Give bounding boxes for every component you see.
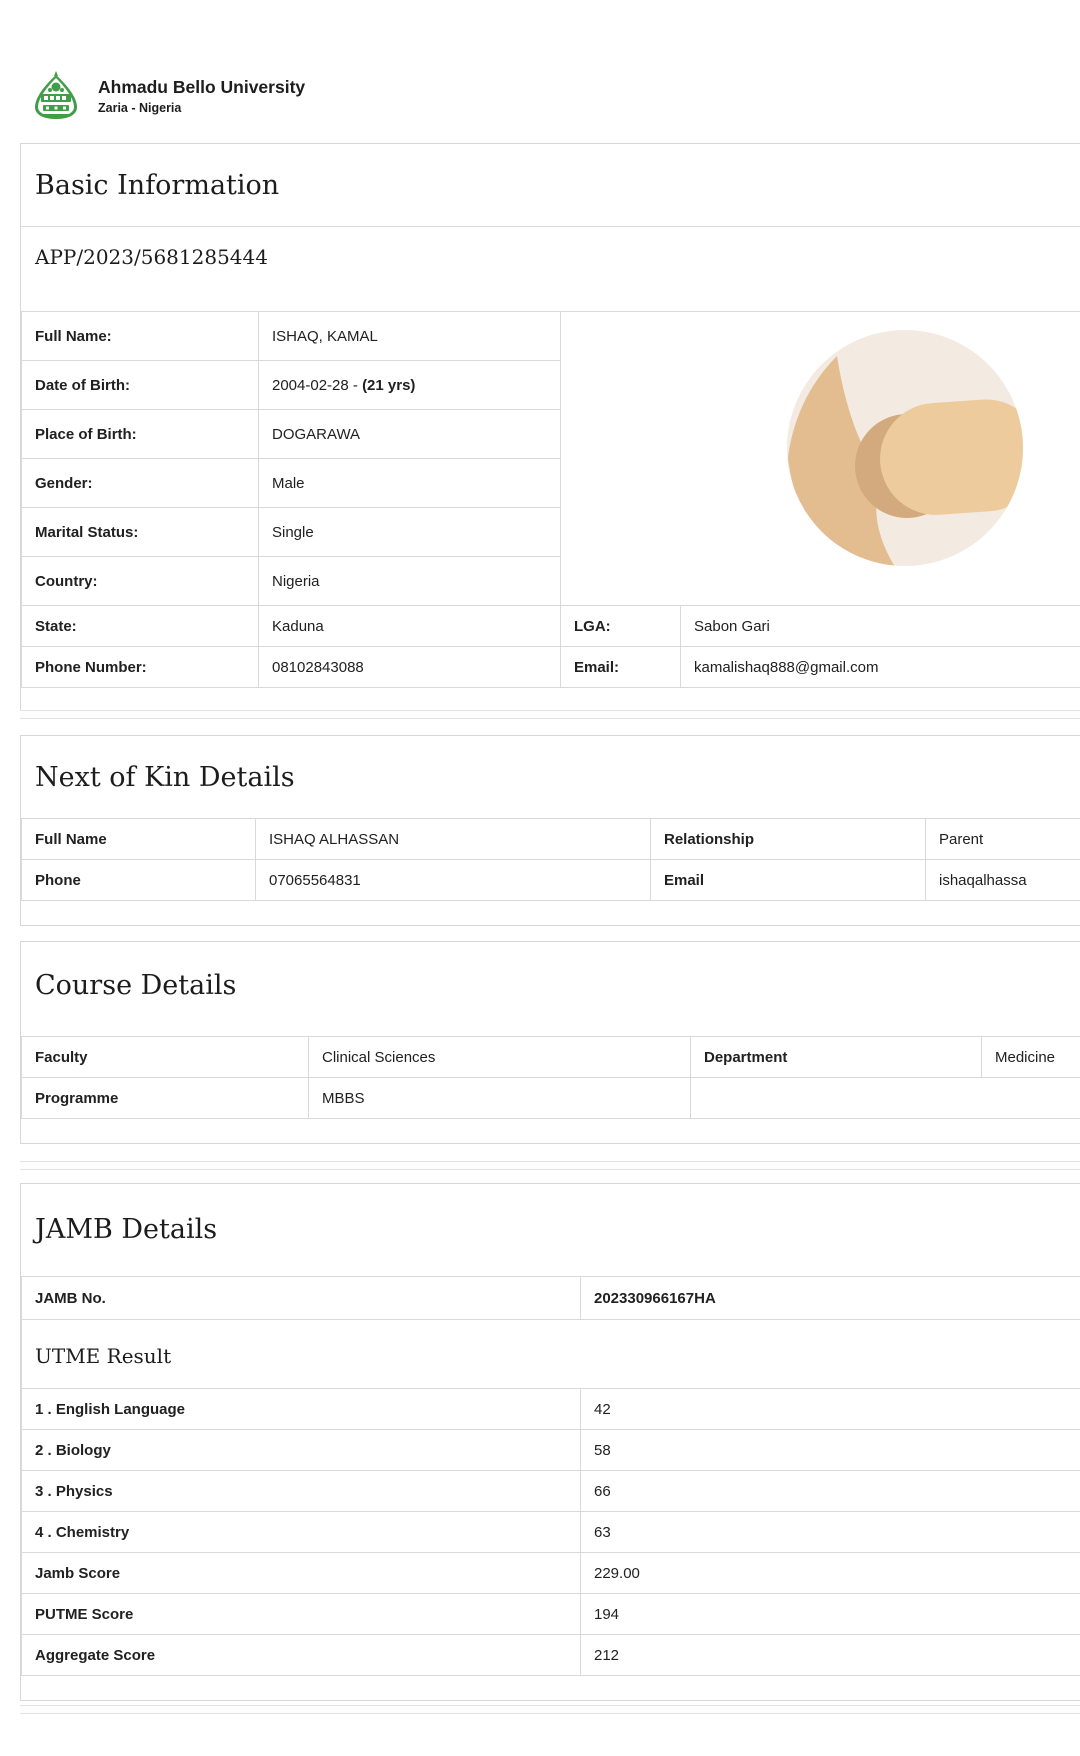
table-row — [22, 860, 1080, 901]
nok-phone-label: Phone — [22, 860, 256, 901]
jamb-details-title: JAMB Details — [35, 1214, 218, 1245]
country-value: Nigeria — [259, 557, 561, 606]
marital-status-value: Single — [259, 508, 561, 557]
subject-3-label: 3 . Physics — [22, 1471, 581, 1512]
table-row — [22, 819, 1080, 860]
course-details-title: Course Details — [35, 970, 237, 1001]
empty-cell — [691, 1078, 1080, 1119]
nok-relationship-value: Parent — [926, 819, 1080, 860]
jamb-score-value: 229.00 — [581, 1553, 1080, 1594]
table-row — [22, 1594, 1080, 1635]
table-row — [22, 1389, 1080, 1430]
email-value: kamalishaq888@gmail.com — [681, 647, 1080, 688]
place-of-birth-value: DOGARAWA — [259, 410, 561, 459]
dob-label: Date of Birth: — [22, 361, 259, 410]
programme-value: MBBS — [309, 1078, 691, 1119]
nok-full-name-label: Full Name — [22, 819, 256, 860]
subject-2-label: 2 . Biology — [22, 1430, 581, 1471]
table-row — [22, 1471, 1080, 1512]
nok-email-value: ishaqalhassa — [926, 860, 1080, 901]
jamb-no-label: JAMB No. — [22, 1277, 581, 1320]
aggregate-score-label: Aggregate Score — [22, 1635, 581, 1676]
course-details-table — [21, 1036, 1080, 1119]
table-row — [22, 606, 1080, 647]
basic-information-table — [21, 311, 1080, 688]
putme-score-label: PUTME Score — [22, 1594, 581, 1635]
full-name-label: Full Name: — [22, 312, 259, 361]
aggregate-score-value: 212 — [581, 1635, 1080, 1676]
full-name-value: ISHAQ, KAMAL — [259, 312, 561, 361]
university-name: Ahmadu Bello University — [98, 76, 306, 97]
page-header — [30, 70, 305, 122]
faculty-value: Clinical Sciences — [309, 1037, 691, 1078]
lga-label: LGA: — [561, 606, 681, 647]
utme-result-cell — [22, 1320, 1080, 1389]
nok-email-label: Email — [651, 860, 926, 901]
country-label: Country: — [22, 557, 259, 606]
gender-value: Male — [259, 459, 561, 508]
place-of-birth-label: Place of Birth: — [22, 410, 259, 459]
dob-age: (21 yrs) — [362, 376, 416, 394]
section-divider — [20, 1161, 1080, 1170]
table-row — [22, 1512, 1080, 1553]
gender-label: Gender: — [22, 459, 259, 508]
subject-1-label: 1 . English Language — [22, 1389, 581, 1430]
university-location: Zaria - Nigeria — [98, 101, 182, 116]
dob-date: 2004-02-28 - — [272, 376, 363, 394]
table-row — [22, 1430, 1080, 1471]
section-divider — [20, 1705, 1080, 1714]
nok-relationship-label: Relationship — [651, 819, 926, 860]
marital-status-label: Marital Status: — [22, 508, 259, 557]
section-divider — [20, 710, 1080, 719]
programme-label: Programme — [22, 1078, 309, 1119]
putme-score-value: 194 — [581, 1594, 1080, 1635]
subject-4-label: 4 . Chemistry — [22, 1512, 581, 1553]
table-row — [22, 1553, 1080, 1594]
jamb-details-section — [20, 1183, 1080, 1701]
phone-number-label: Phone Number: — [22, 647, 259, 688]
faculty-label: Faculty — [22, 1037, 309, 1078]
next-of-kin-section — [20, 735, 1080, 926]
dob-value — [259, 361, 561, 410]
abu-crest-icon — [30, 70, 82, 122]
table-row — [22, 1277, 1080, 1320]
utme-result-title: UTME Result — [35, 1344, 172, 1369]
jamb-details-table — [21, 1276, 1080, 1676]
jamb-no-value: 202330966167HA — [581, 1277, 1080, 1320]
table-row — [22, 1635, 1080, 1676]
applicant-photo — [785, 328, 1025, 568]
subject-1-score: 42 — [581, 1389, 1080, 1430]
subject-2-score: 58 — [581, 1430, 1080, 1471]
jamb-score-label: Jamb Score — [22, 1553, 581, 1594]
phone-number-value: 08102843088 — [259, 647, 561, 688]
next-of-kin-title: Next of Kin Details — [35, 762, 295, 793]
next-of-kin-table — [21, 818, 1080, 901]
table-row — [22, 1078, 1080, 1119]
state-label: State: — [22, 606, 259, 647]
basic-information-title: Basic Information — [35, 170, 280, 201]
state-value: Kaduna — [259, 606, 561, 647]
email-label: Email: — [561, 647, 681, 688]
table-row — [22, 312, 1080, 361]
application-number: APP/2023/5681285444 — [35, 245, 268, 270]
table-row — [22, 1037, 1080, 1078]
subject-3-score: 66 — [581, 1471, 1080, 1512]
lga-value: Sabon Gari — [681, 606, 1080, 647]
basic-information-section — [20, 143, 1080, 713]
nok-phone-value: 07065564831 — [256, 860, 651, 901]
course-details-section — [20, 941, 1080, 1144]
photo-cell — [561, 312, 1080, 606]
subject-4-score: 63 — [581, 1512, 1080, 1553]
department-value: Medicine — [982, 1037, 1080, 1078]
department-label: Department — [691, 1037, 982, 1078]
table-row — [22, 1320, 1080, 1389]
table-row — [22, 647, 1080, 688]
nok-full-name-value: ISHAQ ALHASSAN — [256, 819, 651, 860]
